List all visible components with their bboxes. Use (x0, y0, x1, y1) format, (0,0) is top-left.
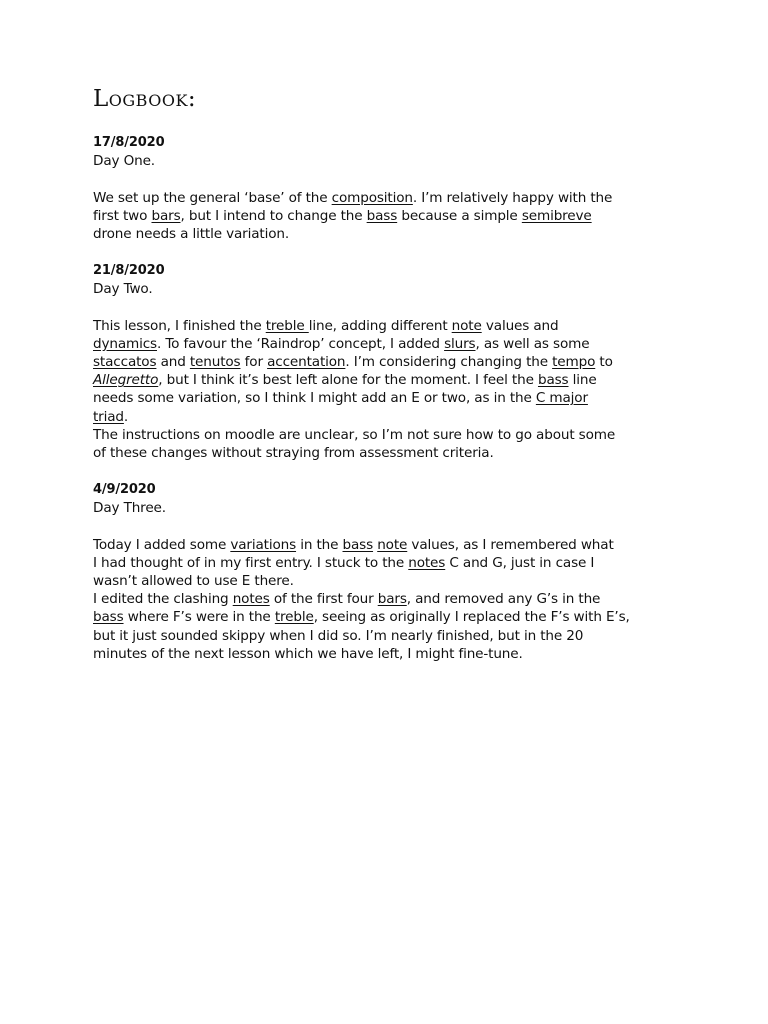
underlined-term: composition (331, 189, 413, 206)
text-span: because a simple (397, 207, 522, 224)
text-span: for (240, 353, 268, 370)
entry-text-line (93, 627, 683, 645)
underlined-term: bass (342, 536, 374, 553)
entry-text-line (93, 207, 683, 225)
log-entry-day-three (93, 481, 683, 663)
page-title: Logbook: (93, 86, 197, 112)
entry-text-line (93, 371, 683, 389)
text-span: I had thought of in my first entry. I stuck to the (93, 554, 409, 571)
text-span: , seeing as originally I replaced the F’s with E’s, (313, 609, 630, 626)
text-span: . (123, 408, 129, 425)
text-span: values and (481, 317, 559, 334)
entry-text-line (93, 225, 683, 243)
log-entry-day-one (93, 134, 683, 243)
underlined-term: dynamics (93, 335, 157, 352)
text-span: . To favour the ‘Raindrop’ concept, I added (157, 335, 445, 352)
text-span: and (156, 353, 190, 370)
underlined-term: C major (535, 390, 588, 407)
text-span: line, adding different (308, 317, 452, 334)
underlined-term: notes (408, 554, 446, 571)
entry-text-line (93, 189, 683, 207)
entry-text-line (93, 572, 683, 590)
text-span: minutes of the next lesson which we have left, I might fine-tune. (93, 645, 523, 662)
text-span: . I’m relatively happy with the (412, 189, 613, 206)
underlined-term: slurs (444, 335, 476, 352)
text-span: line (568, 372, 597, 389)
text-span: values, as I remembered what (407, 536, 614, 553)
text-span: first two (93, 207, 152, 224)
entry-text-line (93, 426, 683, 444)
text-span: , as well as some (475, 335, 590, 352)
entry-date: 17/8/2020 (93, 135, 165, 150)
entry-text-line (93, 590, 683, 608)
underlined-term: note (377, 536, 408, 553)
underlined-term: note (451, 317, 482, 334)
underlined-term: tenutos (189, 353, 241, 370)
text-span: to (595, 353, 613, 370)
entry-text-line (93, 444, 683, 462)
text-span: Today I added some (93, 536, 231, 553)
text-span: , but I think it’s best left alone for the moment. I feel the (158, 372, 538, 389)
text-span: , and removed any G’s in the (406, 591, 601, 608)
entry-text-line (93, 554, 683, 572)
underlined-term: bass (93, 609, 124, 626)
text-span: wasn’t allowed to use E there. (93, 572, 294, 589)
entry-body (93, 317, 683, 463)
entry-text-line (93, 608, 683, 626)
text-span: This lesson, I finished the (93, 317, 266, 334)
underlined-term: staccatos (93, 353, 157, 370)
underlined-term: semibreve (521, 207, 592, 224)
underlined-term: bars (377, 591, 407, 608)
entry-date: 4/9/2020 (93, 482, 156, 497)
underlined-term: variations (230, 536, 297, 553)
underlined-term: triad (93, 408, 124, 425)
text-span: I edited the clashing (93, 591, 233, 608)
entry-text-line (93, 389, 683, 407)
text-span: The instructions on moodle are unclear, so I’m not sure how to go about some (93, 426, 616, 443)
text-span: where F’s were in the (123, 609, 275, 626)
underlined-term: Allegretto (93, 372, 159, 389)
underlined-term: treble (265, 317, 309, 334)
text-span: but it just sounded skippy when I did so. I’m nearly finished, but in the 20 (93, 627, 584, 644)
text-span: in the (296, 536, 343, 553)
text-span: We set up the general ‘base’ of the (93, 189, 332, 206)
entry-text-line (93, 335, 683, 353)
entry-text-line (93, 317, 683, 335)
underlined-term: tempo (552, 353, 596, 370)
underlined-term: accentation (267, 353, 346, 370)
entry-day-label: Day Two. (93, 281, 153, 298)
text-span: C and G, just in case I (445, 554, 595, 571)
underlined-term: notes (232, 591, 270, 608)
entry-day-label: Day One. (93, 153, 155, 170)
underlined-term: bass (537, 372, 569, 389)
text-span: . I’m considering changing the (345, 353, 553, 370)
underlined-term: bars (151, 207, 181, 224)
entry-body (93, 536, 683, 663)
text-span: drone needs a little variation. (93, 225, 290, 242)
text-span: , but I intend to change the (180, 207, 367, 224)
text-span: needs some variation, so I think I might add an E or two, as in the (93, 390, 536, 407)
entry-date: 21/8/2020 (93, 263, 165, 278)
entry-text-line (93, 408, 683, 426)
text-span: of the first four (269, 591, 378, 608)
text-span: of these changes without straying from assessment criteria. (93, 444, 494, 461)
entry-text-line (93, 536, 683, 554)
log-entry-day-two (93, 262, 683, 462)
entry-text-line (93, 645, 683, 663)
entry-text-line (93, 353, 683, 371)
entry-body (93, 189, 683, 244)
underlined-term: treble (274, 609, 314, 626)
underlined-term: bass (366, 207, 398, 224)
entry-day-label: Day Three. (93, 500, 166, 517)
